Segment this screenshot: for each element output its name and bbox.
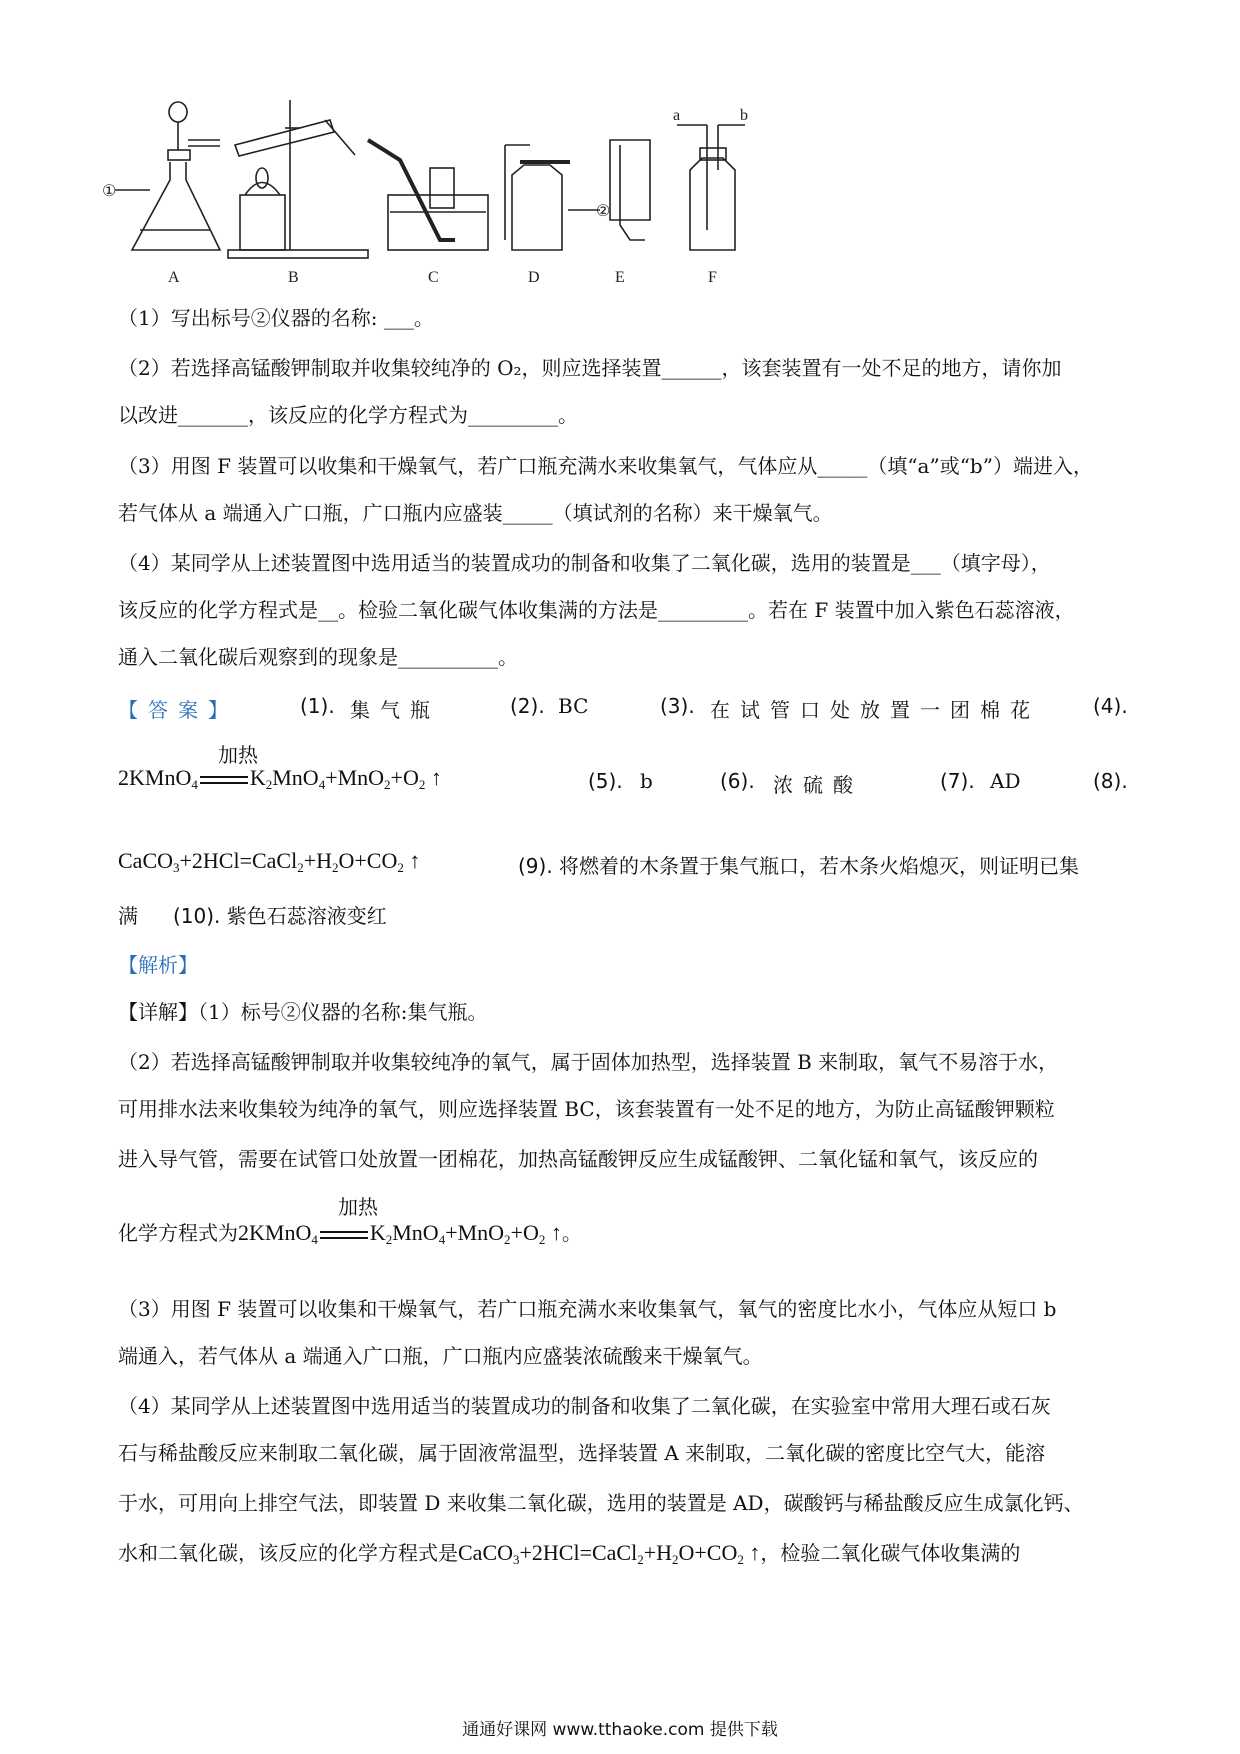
label-c: C (428, 269, 439, 286)
answer-line-3 (118, 848, 1133, 878)
analysis-p2-line-2: 可用排水法来收集较为纯净的氧气，则应选择装置 BC，该套装置有一处不足的地方，为防止高锰酸钾颗粒 (118, 1097, 1055, 1121)
eq-double-line (200, 776, 248, 784)
answer-3: 在试管口处放置一团棉花 (710, 698, 1040, 722)
answer-3-num: (3). (660, 694, 695, 718)
label-e: E (615, 269, 625, 286)
answer-line-1 (118, 694, 1133, 723)
label-d: D (528, 269, 540, 286)
analysis-p4-line-1: （4）某同学从上述装置图中选用适当的装置成功的制备和收集了二氧化碳，在实验室中常用大理石或石灰 (118, 1394, 1051, 1418)
answer-7: AD (990, 769, 1021, 793)
answer-2: BC (558, 694, 589, 718)
question-3-line-2: 若气体从 a 端通入广口瓶，广口瓶内应盛装_____（填试剂的名称）来干燥氧气。 (118, 501, 833, 525)
answer-tag: 【答案】 (118, 698, 238, 722)
answer-10: (10). 紫色石蕊溶液变红 (173, 904, 387, 928)
question-3-line-1: （3）用图 F 装置可以收集和干燥氧气，若广口瓶充满水来收集氧气，气体应从_____（填“a”或“b”）端进入， (118, 454, 1093, 478)
port-b: b (740, 107, 748, 124)
answer-5: b (640, 769, 653, 793)
eq-h: +H (303, 848, 333, 873)
analysis-tag: 【解析】 (118, 953, 198, 977)
answer-9-cont: 满 (118, 904, 138, 928)
eq2-o-co2: O+CO (678, 1540, 738, 1565)
analysis-p1 (118, 987, 1128, 1037)
eq2-reactant: 2KMnO (238, 1220, 312, 1245)
label-f: F (708, 269, 717, 286)
question-4-line-2: 该反应的化学方程式是__。检验二氧化碳气体收集满的方法是_________。若在 F 装置中加入紫色石蕊溶液， (118, 598, 1075, 622)
kmno4-equation-2: 加热 2KMnO$_4$ $K_2MnO_4+MnO_2+O_2$ ↑ (238, 1208, 562, 1258)
eq2-h: +H (643, 1540, 673, 1565)
caco3-equation: $CaCO_3+2HCl=CaCl_2+H_2O+CO_2$ ↑ (118, 848, 421, 875)
analysis-p4-prefix: 水和二氧化碳，该反应的化学方程式是 (118, 1541, 458, 1565)
answer-2-num: (2). (510, 694, 545, 718)
detail-tag: 【详解】 (118, 1000, 198, 1024)
marker-1: ① (102, 183, 117, 200)
answer-9: (9). 将燃着的木条置于集气瓶口，若木条火焰熄灭，则证明已集 (518, 854, 1080, 878)
question-4-line-3: 通入二氧化碳后观察到的现象是__________。 (118, 645, 518, 669)
analysis-p2-line-1: （2）若选择高锰酸钾制取并收集较纯净的氧气，属于固体加热型，选择装置 B 来制取，氧气不易溶于水， (118, 1050, 1059, 1074)
eq-condition: 加热 (218, 743, 258, 767)
kmno4-equation: 加热 2KMnO$_4$ $K_2MnO_4+MnO_2+O_2$ ↑ (118, 765, 442, 791)
footer: 通通好课网 www.tthaoke.com 提供下载 (462, 1720, 778, 1740)
apparatus-f (677, 125, 745, 250)
analysis-p3-line-1: （3）用图 F 装置可以收集和干燥氧气，若广口瓶充满水来收集氧气，氧气的密度比水小，气体应从短口 b (118, 1297, 1057, 1321)
analysis-p4-line-4 (118, 1528, 1128, 1578)
caco3-equation-2: $CaCO_3+2HCl=CaCl_2+H_2O+CO_2$ ↑ (458, 1540, 761, 1567)
analysis-p2-prefix: 化学方程式为 (118, 1221, 238, 1245)
analysis-p3-line-2: 端通入，若气体从 a 端通入广口瓶，广口瓶内应盛装浓硫酸来干燥氧气。 (118, 1344, 763, 1368)
eq2-hcl: +2HCl=CaCl (519, 1540, 638, 1565)
answer-5-num: (5). (588, 769, 623, 793)
apparatus-c (368, 140, 488, 250)
apparatus-a (115, 102, 220, 250)
question-2-line-1: （2）若选择高锰酸钾制取并收集较纯净的 O₂，则应选择装置______，该套装置有一处不足的地方，请你加 (118, 356, 1062, 380)
analysis-p4-line-3: 于水，可用向上排空气法，即装置 D 来收集二氧化碳，选用的装置是 AD，碳酸钙与稀盐酸反应生成氯化钙、 (118, 1491, 1084, 1515)
port-a: a (673, 107, 681, 124)
eq2-caco3: CaCO (458, 1540, 513, 1565)
answer-6: 浓硫酸 (773, 773, 863, 797)
answer-4-num: (4). (1093, 694, 1128, 718)
marker-2: ② (596, 203, 611, 220)
question-1: （1）写出标号②仪器的名称: ___。 (118, 306, 434, 330)
eq-caco3: CaCO (118, 848, 173, 873)
question-2-line-2: 以改进_______，该反应的化学方程式为_________。 (118, 403, 578, 427)
answer-6-num: (6). (720, 769, 755, 793)
answer-line-4 (118, 900, 1133, 929)
eq-hcl: +2HCl=CaCl (179, 848, 298, 873)
analysis-p4-line-2: 石与稀盐酸反应来制取二氧化碳，属于固液常温型，选择装置 A 来制取，二氧化碳的密度比空气大，能溶 (118, 1441, 1046, 1465)
apparatus-b (228, 100, 368, 258)
analysis-p2-line-3: 进入导气管，需要在试管口处放置一团棉花，加热高锰酸钾反应生成锰酸钾、二氧化锰和氧气，该反应的 (118, 1147, 1038, 1171)
eq2-double-line (320, 1231, 368, 1239)
answer-1: 集气瓶 (350, 698, 440, 722)
eq2-condition: 加热 (338, 1195, 378, 1219)
answer-line-2 (118, 743, 1133, 797)
analysis-p2-line-4: 化学方程式为 加热 2KMnO$_4$ $K_2MnO_4+MnO_2+O_2$ ↑。 (118, 1208, 1128, 1258)
answer-8-num: (8). (1093, 769, 1128, 793)
apparatus-e (568, 140, 650, 240)
eq-reactant: 2KMnO (118, 765, 192, 790)
question-4-line-1: （4）某同学从上述装置图中选用适当的装置成功的制备和收集了二氧化碳，选用的装置是___（填字母）， (118, 551, 1051, 575)
answer-1-num: (1). (300, 694, 335, 718)
analysis-p4-suffix: ，检验二氧化碳气体收集满的 (760, 1541, 1021, 1565)
eq-o-co2: O+CO (338, 848, 398, 873)
apparatus-d (505, 145, 570, 250)
label-a: A (168, 269, 180, 286)
analysis-p1-text: （1）标号②仪器的名称:集气瓶。 (198, 1000, 488, 1024)
label-b: B (288, 269, 299, 286)
answer-7-num: (7). (940, 769, 975, 793)
apparatus-figure (102, 100, 870, 290)
